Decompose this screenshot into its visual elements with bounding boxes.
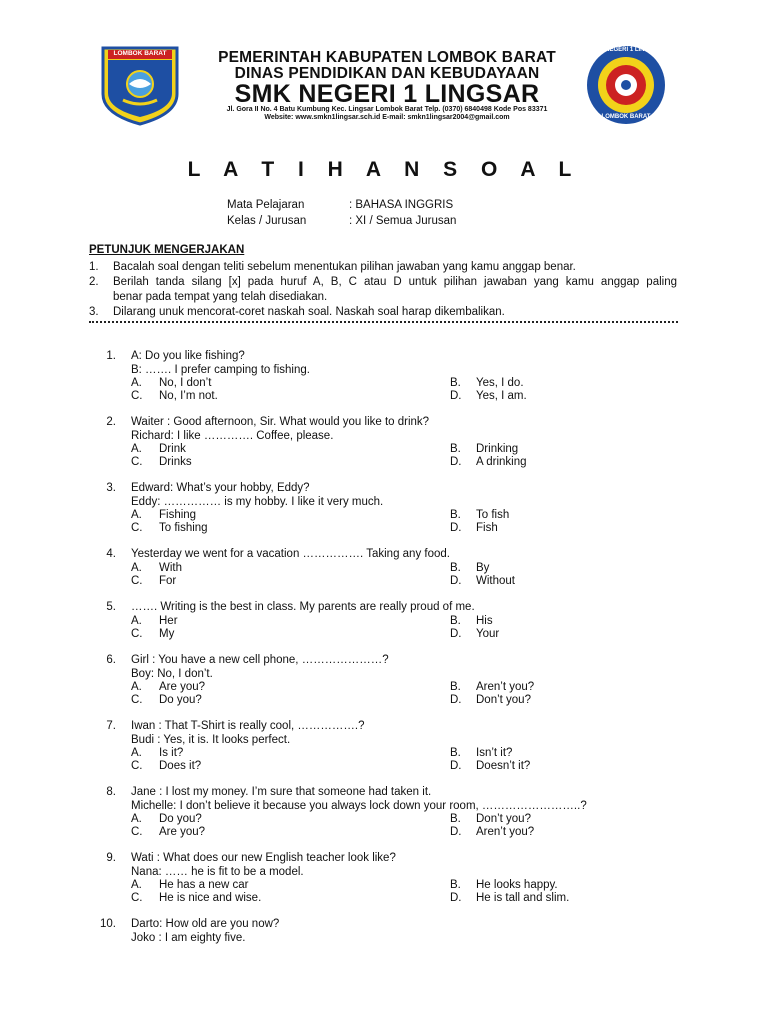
instruction-text: Berilah tanda silang [x] pada huruf A, B, C atau D untuk pilihan jawaban yang kamu anggap paling [113,276,677,288]
question-number: 4. [106,548,116,560]
subject-label: Mata Pelajaran [227,199,305,211]
option-letter[interactable]: C. [131,456,143,468]
question-text: A: Do you like fishing? [131,350,245,362]
question-number: 7. [106,720,116,732]
option-letter[interactable]: C. [131,522,143,534]
option-text[interactable]: He is tall and slim. [476,892,570,904]
instruction-number: 3. [89,306,99,318]
question-number: 9. [106,852,116,864]
question-number: 2. [106,416,116,428]
option-text[interactable]: Aren’t you? [476,681,535,693]
option-text[interactable]: Don’t you? [476,813,531,825]
question-text: Eddy: …………… is my hobby. I like it very much. [131,496,384,508]
option-text[interactable]: Isn’t it? [476,747,513,759]
option-letter[interactable]: D. [450,575,462,587]
option-letter[interactable]: C. [131,760,143,772]
option-letter[interactable]: D. [450,826,462,838]
question-text: ……. Writing is the best in class. My parents are really proud of me. [131,601,475,613]
question-text: Iwan : That T-Shirt is really cool, …………….? [131,720,365,732]
question-number: 8. [106,786,116,798]
school-name: SMK NEGERI 1 LINGSAR [234,80,540,108]
option-text[interactable]: Doesn’t it? [476,760,531,772]
question-text: Michelle: I don’t believe it because you always lock down your room, ……………………..? [131,800,587,812]
question-number: 6. [106,654,116,666]
option-text[interactable]: Your [476,628,500,640]
option-text[interactable]: Without [476,575,515,587]
option-letter[interactable]: A. [131,615,142,627]
subject-value: : BAHASA INGGRIS [349,199,454,211]
dotted-divider [89,321,678,323]
option-text[interactable]: Drinks [159,456,192,468]
question-text: Richard: I like …………. Coffee, please. [131,430,334,442]
option-letter[interactable]: C. [131,694,143,706]
question-number: 5. [106,601,116,613]
option-text[interactable]: Are you? [159,826,206,838]
option-text[interactable]: Don’t you? [476,694,531,706]
option-text[interactable]: Aren’t you? [476,826,535,838]
option-letter[interactable]: C. [131,390,143,402]
option-text[interactable]: Fish [476,522,498,534]
question-text: Wati : What does our new English teacher look like? [131,852,396,864]
option-letter[interactable]: B. [450,443,461,455]
department-name: DINAS PENDIDIKAN DAN KEBUDAYAAN [234,65,540,82]
option-letter[interactable]: B. [450,813,461,825]
option-letter[interactable]: D. [450,628,462,640]
option-text[interactable]: Drinking [476,443,519,455]
option-text[interactable]: No, I don’t [159,377,212,389]
option-letter[interactable]: D. [450,760,462,772]
logo-right-top-label: SMK NEGERI 1 LINGSAR [590,47,662,53]
question-number: 1. [106,350,116,362]
option-text[interactable]: He is nice and wise. [159,892,262,904]
option-text[interactable]: His [476,615,493,627]
option-text[interactable]: Yes, I do. [476,377,524,389]
option-text[interactable]: Does it? [159,760,202,772]
school-website: Website: www.smkn1lingsar.sch.id E-mail: smkn1lingsar2004@gmail.com [264,114,510,121]
option-letter[interactable]: B. [450,747,461,759]
option-text[interactable]: Yes, I am. [476,390,527,402]
option-letter[interactable]: A. [131,562,142,574]
document-title: L A T I H A N S O A L [187,158,581,181]
question-text: Waiter : Good afternoon, Sir. What would you like to drink? [131,416,430,428]
option-letter[interactable]: C. [131,826,143,838]
option-text[interactable]: Drink [159,443,186,455]
option-letter[interactable]: B. [450,681,461,693]
class-label: Kelas / Jurusan [227,215,307,227]
option-letter[interactable]: D. [450,892,462,904]
instruction-text: Bacalah soal dengan teliti sebelum menentukan pilihan jawaban yang kamu anggap benar. [113,261,576,273]
option-letter[interactable]: B. [450,615,461,627]
government-name: PEMERINTAH KABUPATEN LOMBOK BARAT [218,49,556,66]
instruction-number: 2. [89,276,99,288]
option-letter[interactable]: B. [450,509,461,521]
question-number: 10. [100,918,116,930]
option-letter[interactable]: A. [131,813,142,825]
option-letter[interactable]: D. [450,390,462,402]
option-text[interactable]: He has a new car [159,879,249,891]
option-text[interactable]: A drinking [476,456,527,468]
question-text: Jane : I lost my money. I’m sure that someone had taken it. [131,786,432,798]
option-text[interactable]: Her [159,615,178,627]
option-text[interactable]: By [476,562,490,574]
question-text: B: ……. I prefer camping to fishing. [131,364,310,376]
instruction-text-continued: benar pada tempat yang telah disediakan. [113,291,328,303]
option-text[interactable]: Is it? [159,747,184,759]
option-letter[interactable]: D. [450,694,462,706]
option-text[interactable]: Fishing [159,509,197,521]
question-number: 3. [106,482,116,494]
option-letter[interactable]: A. [131,509,142,521]
option-letter[interactable]: C. [131,575,143,587]
option-letter[interactable]: A. [131,879,142,891]
option-letter[interactable]: A. [131,377,142,389]
instructions-heading: PETUNJUK MENGERJAKAN [89,244,245,256]
option-letter[interactable]: A. [131,681,142,693]
logo-left-label: LOMBOK BARAT [113,50,167,57]
option-text[interactable]: Do you? [159,813,202,825]
class-value: : XI / Semua Jurusan [349,215,457,227]
option-letter[interactable]: B. [450,377,461,389]
question-text: Boy: No, I don’t. [131,668,213,680]
question-text: Darto: How old are you now? [131,918,280,930]
option-letter[interactable]: C. [131,628,143,640]
question-text: Nana: …… he is fit to be a model. [131,866,304,878]
instruction-number: 1. [89,261,99,273]
question-text: Budi : Yes, it is. It looks perfect. [131,734,291,746]
option-text[interactable]: For [159,575,177,587]
option-text[interactable]: To fishing [159,522,208,534]
option-letter[interactable]: C. [131,892,143,904]
option-text[interactable]: Are you? [159,681,206,693]
instruction-text: Dilarang unuk mencorat-coret naskah soal. Naskah soal harap dikembalikan. [113,306,505,318]
option-text[interactable]: My [159,628,175,640]
option-text[interactable]: With [159,562,182,574]
option-letter[interactable]: B. [450,879,461,891]
option-letter[interactable]: A. [131,747,142,759]
school-address: Jl. Gora II No. 4 Batu Kumbung Kec. Lingsar Lombok Barat Telp. (0370) 6840498 Kode Pos 83371 [226,106,548,113]
option-text[interactable]: No, I’m not. [159,390,218,402]
option-text[interactable]: He looks happy. [476,879,558,891]
option-letter[interactable]: B. [450,562,461,574]
option-letter[interactable]: D. [450,522,462,534]
option-letter[interactable]: A. [131,443,142,455]
question-text: Girl : You have a new cell phone, …………………? [131,654,389,666]
question-text: Edward: What’s your hobby, Eddy? [131,482,310,494]
option-letter[interactable]: D. [450,456,462,468]
option-text[interactable]: Do you? [159,694,202,706]
question-text: Joko : I am eighty five. [131,932,246,944]
option-text[interactable]: To fish [476,509,510,521]
logo-right-bottom-label: LOMBOK BARAT [601,114,651,120]
question-text: Yesterday we went for a vacation ……………. Taking any food. [131,548,450,560]
